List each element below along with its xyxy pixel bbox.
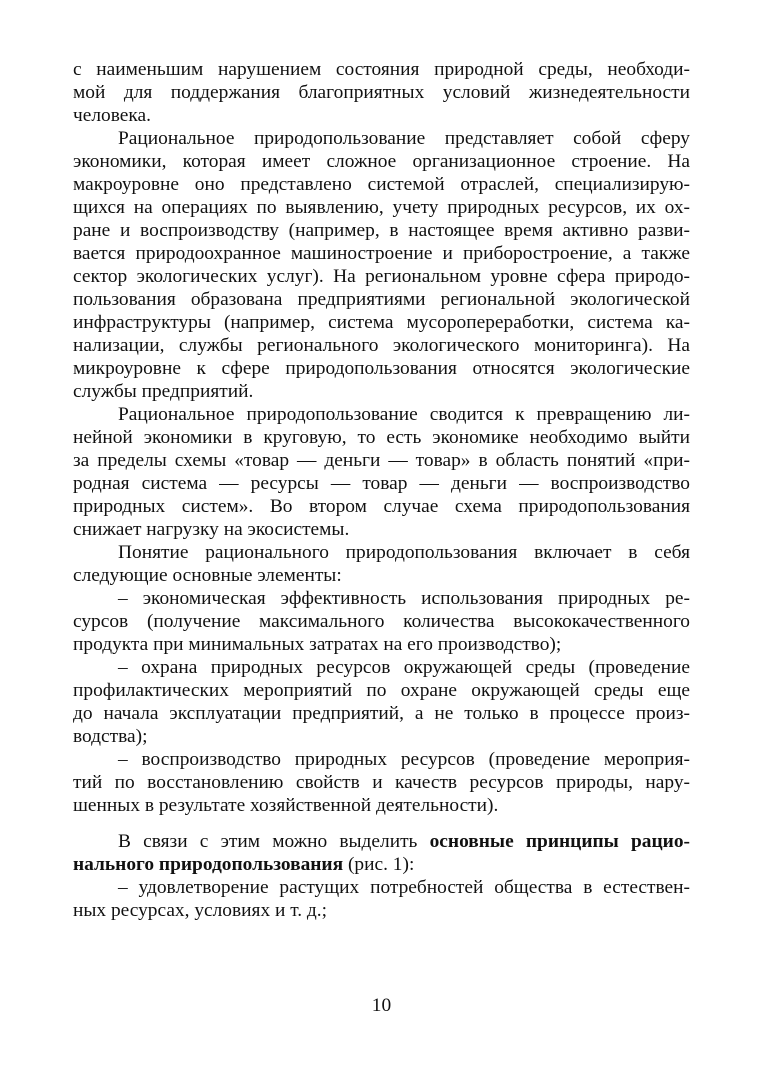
paragraph-concept-elements — [73, 541, 690, 587]
text-line: пользования образована предприятиями региональной экологической — [73, 289, 690, 310]
text-line: следующие основные элементы: — [73, 565, 342, 586]
text-line: продукта при минимальных затратах на его производство); — [73, 634, 562, 655]
text-line: сектор экологических услуг). На региональном уровне сфера природо- — [73, 266, 690, 287]
text-line: Понятие рационального природопользования включает в себя — [118, 542, 690, 563]
text-line: сурсов (получение максимального количества высококачественного — [73, 611, 690, 632]
text-line: службы предприятий. — [73, 381, 254, 402]
text-line: родная система — ресурсы — товар — деньги — воспроизводство — [73, 473, 690, 494]
text-line: с наименьшим нарушением состояния природной среды, необходи- — [73, 59, 690, 80]
text-line: – экономическая эффективность использования природных ре- — [118, 588, 690, 609]
list-item-resource-reproduction — [73, 748, 690, 817]
intro-text: В связи с этим можно выделить — [118, 831, 430, 852]
text-line: профилактических мероприятий по охране окружающей среды еще — [73, 680, 690, 701]
text-line: шенных в результате хозяйственной деятельности). — [73, 795, 499, 816]
paragraph-continuation — [73, 58, 690, 127]
text-line: ране и воспроизводству (например, в настоящее время активно разви- — [73, 220, 690, 241]
text-line: Рациональное природопользование представляет собой сферу — [118, 128, 690, 149]
text-line: – удовлетворение растущих потребностей общества в естествен- — [118, 877, 690, 898]
paragraph-rational-use-sphere — [73, 127, 690, 403]
figure-reference: (рис. 1): — [343, 854, 415, 875]
text-line: макроуровне оно представлено системой отраслей, специализирую- — [73, 174, 690, 195]
text-line: инфраструктуры (например, система мусоропереработки, система ка- — [73, 312, 690, 333]
list-item-economic-efficiency — [73, 587, 690, 656]
text-line: ных ресурсах, условиях и т. д.; — [73, 900, 328, 921]
text-line: за пределы схемы «товар — деньги — товар» в область понятий «при- — [73, 450, 690, 471]
text-line: вается природоохранное машиностроение и приборостроение, а также — [73, 243, 690, 264]
paragraph-circular-economy — [73, 403, 690, 541]
list-item-needs-satisfaction — [73, 876, 690, 922]
text-line: снижает нагрузку на экосистемы. — [73, 519, 350, 540]
text-line: щихся на операциях по выявлению, учету природных ресурсов, их ох- — [73, 197, 690, 218]
text-line: нейной экономики в круговую, то есть экономике необходимо выйти — [73, 427, 690, 448]
text-line: Рациональное природопользование сводится к превращению ли- — [118, 404, 690, 425]
text-line: водства); — [73, 726, 148, 747]
text-line: экономики, которая имеет сложное организационное строение. На — [73, 151, 690, 172]
text-line: – воспроизводство природных ресурсов (проведение мероприя- — [118, 749, 690, 770]
text-line — [73, 830, 690, 853]
paragraph-gap — [73, 817, 690, 830]
principles-heading-part2: нального природопользования — [73, 854, 344, 875]
text-line: нализации, службы регионального экологического мониторинга). На — [73, 335, 690, 356]
list-item-resource-protection — [73, 656, 690, 748]
text-line: природных систем». Во втором случае схема природопользования — [73, 496, 690, 517]
principles-heading-part1: основные принципы рацио- — [429, 831, 690, 852]
page-number: 10 — [371, 995, 392, 1016]
text-line — [73, 853, 690, 876]
text-line: – охрана природных ресурсов окружающей среды (проведение — [118, 657, 690, 678]
paragraph-principles-intro — [73, 830, 690, 876]
text-line: тий по восстановлению свойств и качеств ресурсов природы, нару- — [73, 772, 690, 793]
text-line: человека. — [73, 105, 151, 126]
text-line: до начала эксплуатации предприятий, а не только в процессе произ- — [73, 703, 690, 724]
text-line: мой для поддержания благоприятных условий жизнедеятельности — [73, 82, 690, 103]
text-line: микроуровне к сфере природопользования относятся экологические — [73, 358, 690, 379]
page-body — [73, 58, 690, 922]
